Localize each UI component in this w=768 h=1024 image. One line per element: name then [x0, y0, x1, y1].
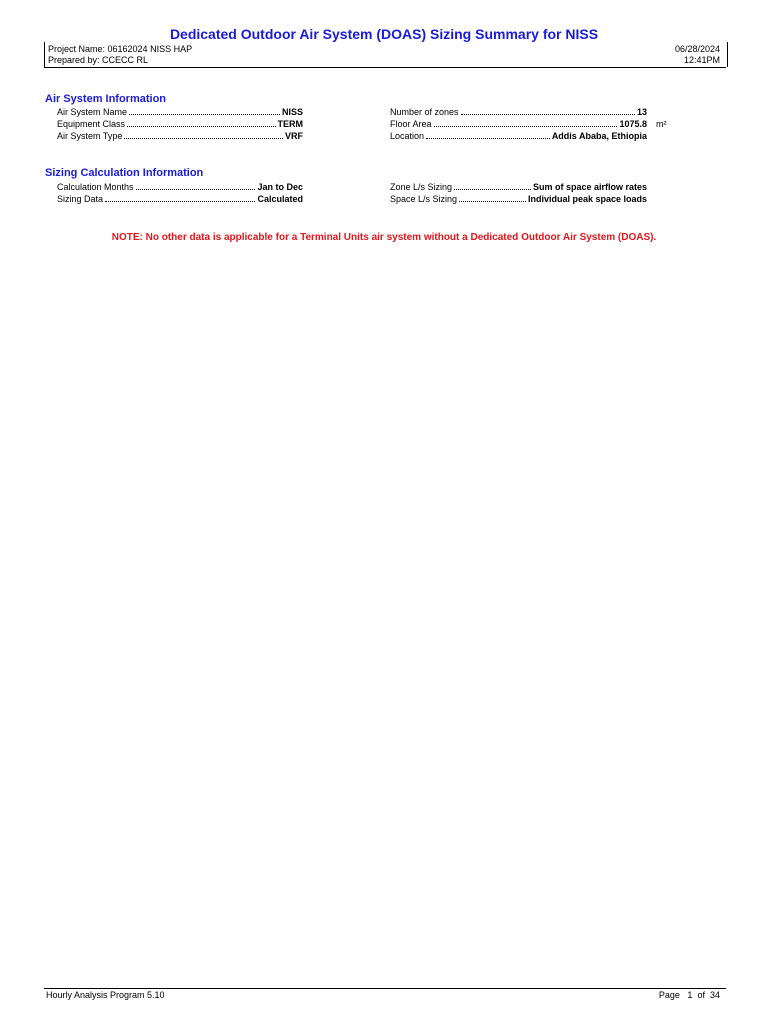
report-time: 12:41PM	[683, 55, 720, 65]
zone-ls-sizing-field	[390, 181, 647, 193]
field-value: TERM	[277, 119, 303, 129]
floor-area-unit: m²	[656, 119, 667, 129]
field-label: Zone L/s Sizing	[390, 182, 453, 192]
calculation-months-field	[57, 181, 303, 193]
field-value: Calculated	[257, 194, 303, 204]
field-value: 1075.8	[619, 119, 647, 129]
dot-leader	[127, 125, 275, 127]
dot-leader	[105, 200, 255, 202]
air-system-type-field	[57, 130, 303, 142]
field-value: Addis Ababa, Ethiopia	[551, 131, 647, 141]
field-label: Air System Type	[57, 131, 123, 141]
field-label: Equipment Class	[57, 119, 126, 129]
field-label: Number of zones	[390, 107, 459, 117]
sizing-data-field	[57, 193, 303, 205]
header-divider	[44, 67, 726, 68]
field-value: NISS	[281, 107, 303, 117]
page-of: of	[697, 990, 705, 1000]
dot-leader	[124, 137, 283, 139]
header-row-project	[48, 44, 720, 55]
field-value: VRF	[285, 131, 303, 141]
field-label: Air System Name	[57, 107, 128, 117]
field-value: Individual peak space loads	[527, 194, 647, 204]
dot-leader	[454, 188, 531, 190]
floor-area-field	[390, 118, 647, 130]
location-field	[390, 130, 647, 142]
equipment-class-field	[57, 118, 303, 130]
dot-leader	[434, 125, 618, 127]
doas-note: NOTE: No other data is applicable for a Terminal Units air system without a Dedicated Outdoor Air System (DOAS).	[111, 232, 657, 243]
project-name: Project Name: 06162024 NISS HAP	[48, 44, 193, 54]
air-system-info-heading: Air System Information	[45, 93, 167, 105]
page-current: 1	[687, 990, 693, 1000]
report-title: Dedicated Outdoor Air System (DOAS) Sizing Summary for NISS	[169, 26, 599, 42]
air-system-name-field	[57, 106, 303, 118]
number-of-zones-field	[390, 106, 647, 118]
dot-leader	[136, 188, 256, 190]
page-indicator	[659, 990, 720, 1001]
page-total: 34	[709, 990, 720, 1000]
footer-divider	[44, 988, 726, 989]
field-label: Floor Area	[390, 119, 432, 129]
sizing-calc-info-heading: Sizing Calculation Information	[45, 167, 204, 179]
field-value: Jan to Dec	[257, 182, 303, 192]
dot-leader	[461, 113, 635, 115]
space-ls-sizing-field	[390, 193, 647, 205]
field-label: Space L/s Sizing	[390, 194, 458, 204]
page-label: Page	[658, 990, 680, 1000]
program-name: Hourly Analysis Program 5.10	[46, 990, 165, 1000]
field-label: Sizing Data	[57, 194, 104, 204]
field-label: Location	[390, 131, 425, 141]
field-value: 13	[636, 107, 647, 117]
dot-leader	[459, 200, 526, 202]
prepared-by: Prepared by: CCECC RL	[48, 55, 149, 65]
report-date: 06/28/2024	[674, 44, 720, 54]
field-value: Sum of space airflow rates	[532, 182, 647, 192]
header-row-prepared	[48, 55, 720, 66]
field-label: Calculation Months	[57, 182, 134, 192]
dot-leader	[129, 113, 280, 115]
dot-leader	[426, 137, 550, 139]
